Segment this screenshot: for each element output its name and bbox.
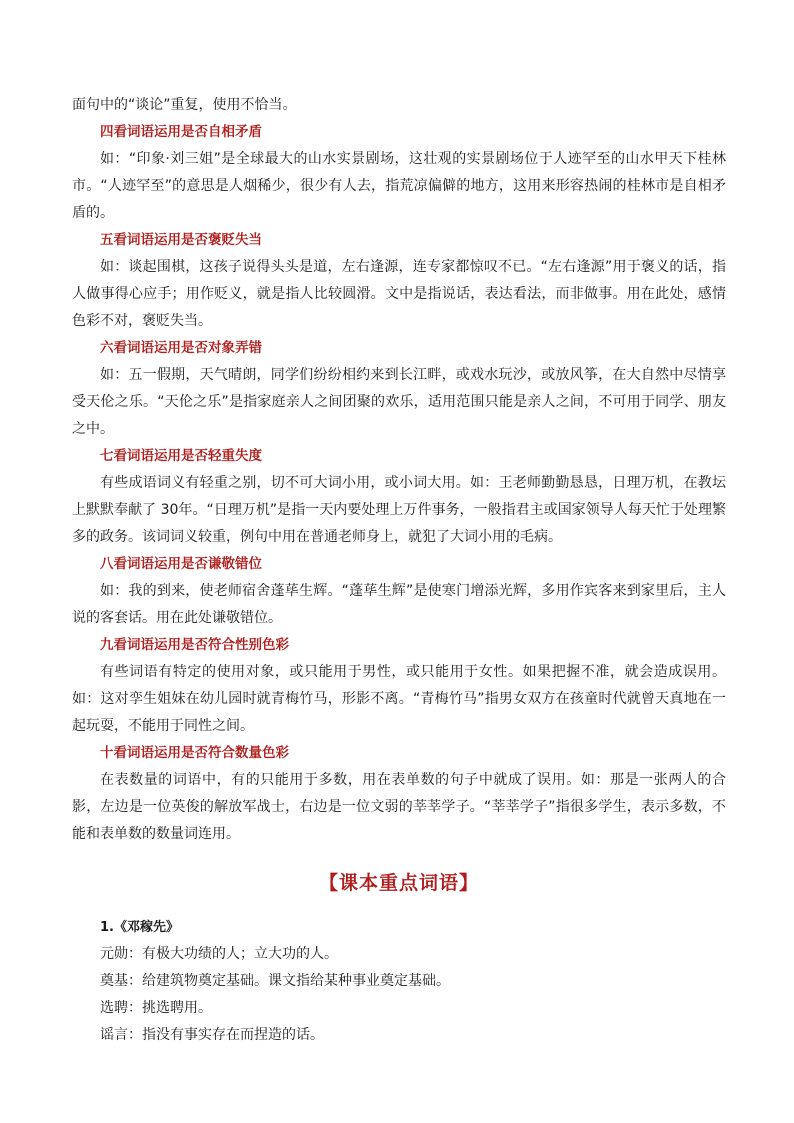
vocab-item: 选聘：挑选聘用。 [100,1000,212,1016]
section-heading: 四看词语运用是否自相矛盾 [100,124,262,140]
section-body: 有些词语有特定的使用对象，或只能用于男性，或只能用于女性。如果把握不准，就会造成误用。如：这对孪生姐妹在幼儿园时就青梅竹马，形影不离。“青梅竹马”指男女双方在孩童时代就曾天真地在一起玩耍，不能用于同性之间。 [72,664,726,734]
section-8 [72,551,726,632]
section-4 [72,119,726,227]
section-5 [72,227,726,335]
key-words-title: 【课本重点词语】 [318,872,479,894]
section-10 [72,740,726,848]
section-heading: 七看词语运用是否轻重失度 [100,448,262,464]
section-body: 如：“印象·刘三姐”是全球最大的山水实景剧场，这壮观的实景剧场位于人迹罕至的山水甲天下桂林市。“人迹罕至”的意思是人烟稀少，很少有人去，指荒凉偏僻的地方，这用来形容热闹的桂林市是自相矛盾的。 [72,151,726,221]
section-6 [72,335,726,443]
section-body: 有些成语词义有轻重之别，切不可大词小用，或小词大用。如：王老师勤勤恳恳，日理万机，在教坛上默默奉献了 30年。“日理万机”是指一天内要处理上万件事务，一般指君主或国家领导人每天忙于处理繁多的政务。该词词义较重，例句中用在普通老师身上，就犯了大词小用的毛病。 [72,475,726,545]
opening-line: 面句中的“谈论”重复，使用不恰当。 [72,97,297,113]
section-heading: 八看词语运用是否谦敬错位 [100,556,262,572]
section-9 [72,632,726,740]
section-heading: 九看词语运用是否符合性别色彩 [100,637,289,653]
document-content [72,92,726,1049]
vocab-item: 元勋：有极大功绩的人；立大功的人。 [100,946,338,962]
section-body: 如：五一假期，天气晴朗，同学们纷纷相约来到长江畔，或戏水玩沙，或放风筝，在大自然中尽情享受天伦之乐。“天伦之乐”是指家庭亲人之间团聚的欢乐，适用范围只能是亲人之间，不可用于同学、朋友之中。 [72,367,726,437]
section-heading: 五看词语运用是否褒贬失当 [100,232,262,248]
section-heading: 十看词语运用是否符合数量色彩 [100,745,289,761]
section-body: 如：我的到来，使老师宿舍蓬荜生辉。“蓬荜生辉”是使寒门增添光辉，多用作宾客来到家里后，主人说的客套话。用在此处谦敬错位。 [72,583,726,626]
lesson-title: 1.《邓稼先》 [100,920,179,935]
vocab-item: 奠基：给建筑物奠定基础。课文指给某种事业奠定基础。 [100,973,450,989]
section-7 [72,443,726,551]
vocab-item: 谣言：指没有事实存在而捏造的话。 [100,1027,324,1043]
section-body: 如：谈起围棋，这孩子说得头头是道，左右逢源，连专家都惊叹不已。“左右逢源”用于褒义的话，指人做事得心应手；用作贬义，就是指人比较圆滑。文中是指说话，表达看法，而非做事。用在此处，感情色彩不对，褒贬失当。 [72,259,726,329]
section-body: 在表数量的词语中，有的只能用于多数，用在表单数的句子中就成了误用。如：那是一张两人的合影，左边是一位英俊的解放军战士，右边是一位文弱的莘莘学子。“莘莘学子”指很多学生，表示多数，不能和表单数的数量词连用。 [72,772,726,842]
section-heading: 六看词语运用是否对象弄错 [100,340,262,356]
